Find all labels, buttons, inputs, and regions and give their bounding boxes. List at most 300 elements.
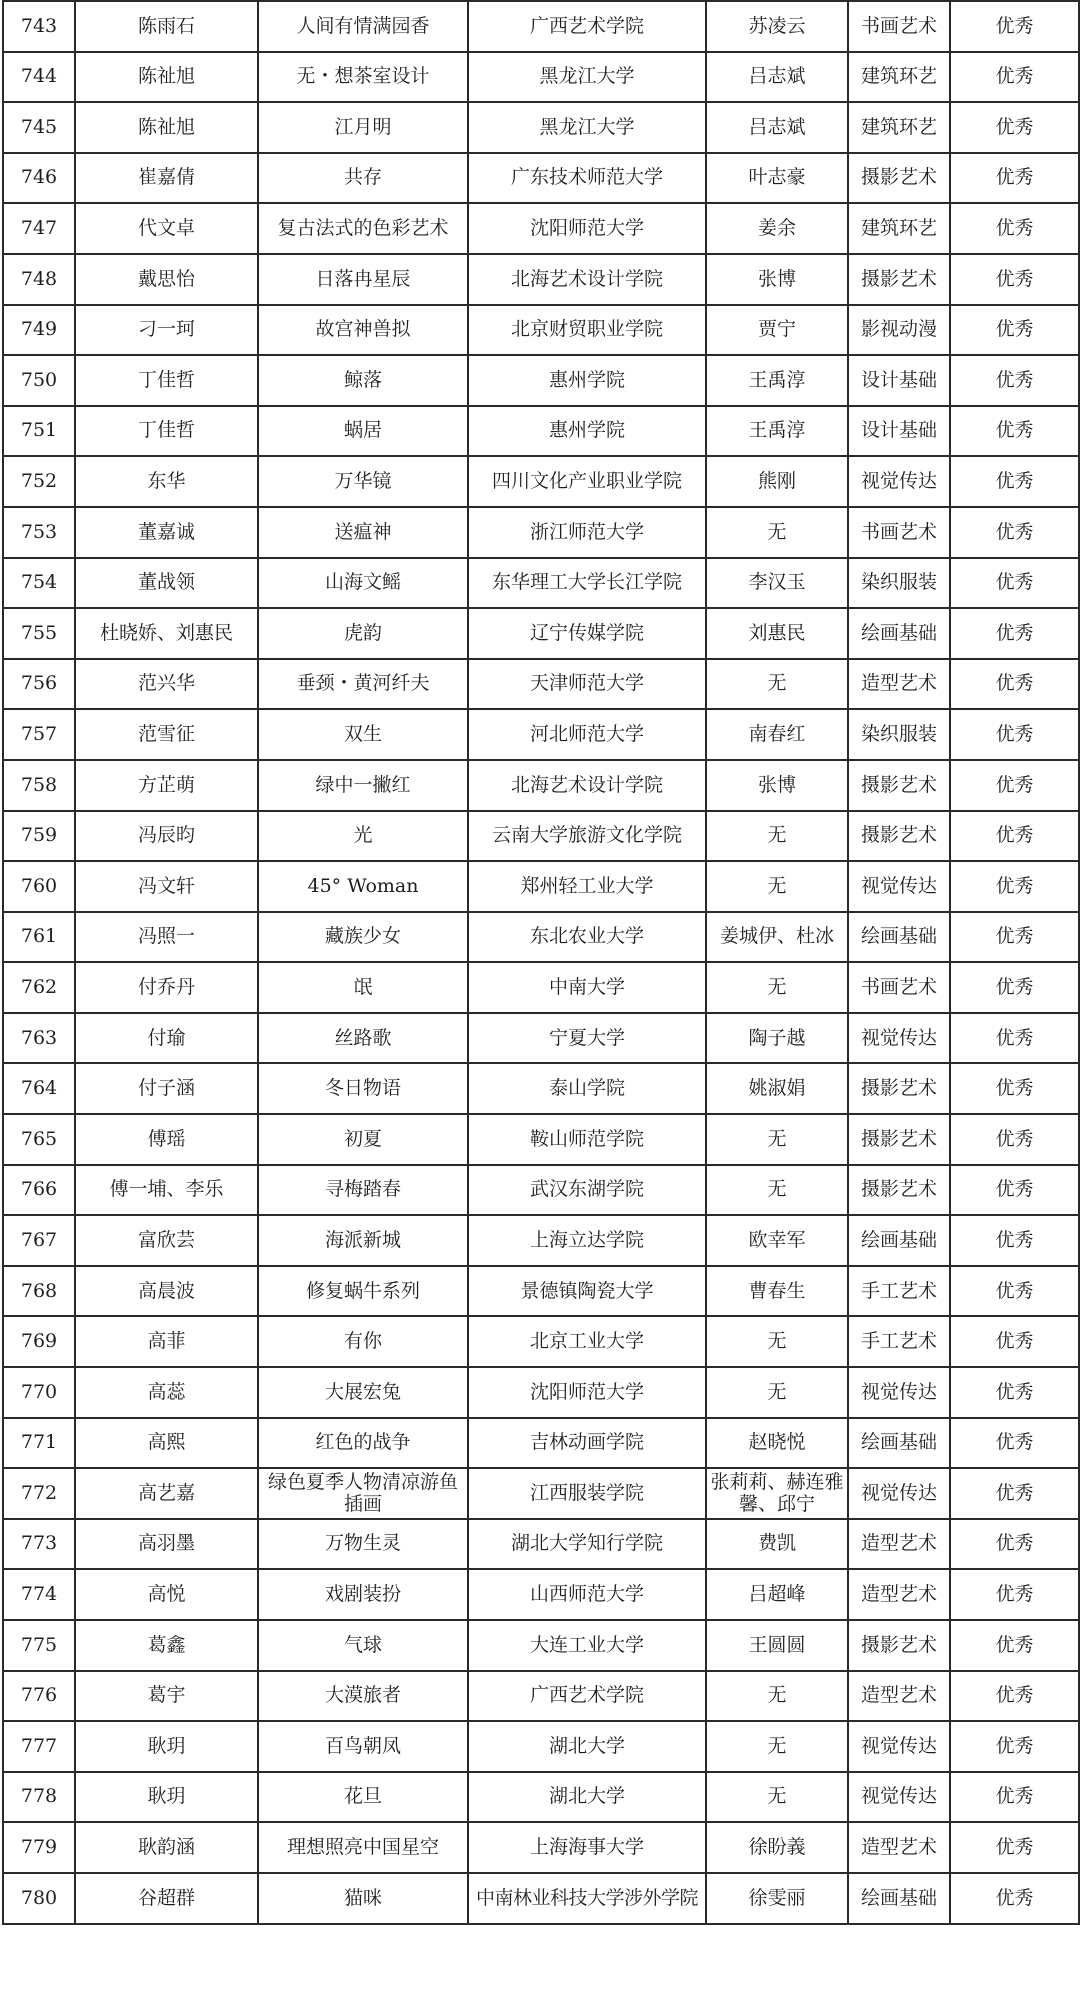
author-name-cell: 戴思怡 [75,254,258,305]
serial-number-cell: 751 [3,406,75,457]
work-title-cell: 大展宏兔 [258,1367,468,1418]
work-title-cell: 红色的战争 [258,1418,468,1469]
tutor-cell: 曹春生 [706,1266,848,1317]
work-title-cell: 故宫神兽拟 [258,305,468,356]
author-name-cell: 耿玥 [75,1772,258,1823]
award-level-cell: 优秀 [950,1721,1079,1772]
school-cell: 辽宁传媒学院 [468,608,706,659]
serial-number-cell: 763 [3,1013,75,1064]
school-cell: 泰山学院 [468,1063,706,1114]
school-cell: 郑州轻工业大学 [468,861,706,912]
work-title-cell: 理想照亮中国星空 [258,1822,468,1873]
category-cell: 视觉传达 [848,1468,950,1519]
school-cell: 广西艺术学院 [468,1671,706,1722]
serial-number-cell: 778 [3,1772,75,1823]
school-cell: 天津师范大学 [468,659,706,710]
author-name-cell: 高羽墨 [75,1519,258,1570]
award-level-cell: 优秀 [950,1519,1079,1570]
school-cell: 宁夏大学 [468,1013,706,1064]
author-name-cell: 方芷萌 [75,760,258,811]
tutor-cell: 无 [706,861,848,912]
serial-number-cell: 776 [3,1671,75,1722]
work-title-cell: 绿色夏季人物清凉游鱼插画 [258,1468,468,1519]
category-cell: 绘画基础 [848,1873,950,1924]
award-level-cell: 优秀 [950,1822,1079,1873]
author-name-cell: 高晨波 [75,1266,258,1317]
school-cell: 广东技术师范大学 [468,153,706,204]
work-title-cell: 藏族少女 [258,912,468,963]
table-row [3,709,1079,760]
work-title-cell: 氓 [258,962,468,1013]
author-name-cell: 杜晓娇、刘惠民 [75,608,258,659]
work-title-cell: 绿中一撇红 [258,760,468,811]
table-row [3,1063,1079,1114]
tutor-cell: 王圆圆 [706,1620,848,1671]
award-level-cell: 优秀 [950,1569,1079,1620]
award-level-cell: 优秀 [950,1367,1079,1418]
tutor-cell: 姜余 [706,203,848,254]
work-title-cell: 冬日物语 [258,1063,468,1114]
school-cell: 惠州学院 [468,355,706,406]
category-cell: 造型艺术 [848,1671,950,1722]
award-level-cell: 优秀 [950,861,1079,912]
table-row [3,1114,1079,1165]
category-cell: 造型艺术 [848,1519,950,1570]
work-title-cell: 修复蜗牛系列 [258,1266,468,1317]
author-name-cell: 陈雨石 [75,1,258,52]
tutor-cell: 吕志斌 [706,102,848,153]
serial-number-cell: 745 [3,102,75,153]
serial-number-cell: 766 [3,1165,75,1216]
tutor-cell: 张博 [706,760,848,811]
award-level-cell: 优秀 [950,1316,1079,1367]
tutor-cell: 王禹淳 [706,355,848,406]
table-row [3,659,1079,710]
school-cell: 景德镇陶瓷大学 [468,1266,706,1317]
author-name-cell: 冯辰昀 [75,811,258,862]
tutor-cell: 李汉玉 [706,558,848,609]
work-title-cell: 有你 [258,1316,468,1367]
serial-number-cell: 746 [3,153,75,204]
award-level-cell: 优秀 [950,254,1079,305]
work-title-cell: 万物生灵 [258,1519,468,1570]
serial-number-cell: 750 [3,355,75,406]
table-row [3,1873,1079,1924]
author-name-cell: 付子涵 [75,1063,258,1114]
tutor-cell: 无 [706,1114,848,1165]
award-level-cell: 优秀 [950,1215,1079,1266]
category-cell: 书画艺术 [848,962,950,1013]
serial-number-cell: 777 [3,1721,75,1772]
serial-number-cell: 762 [3,962,75,1013]
author-name-cell: 陈祉旭 [75,102,258,153]
school-cell: 四川文化产业职业学院 [468,456,706,507]
author-name-cell: 范兴华 [75,659,258,710]
serial-number-cell: 760 [3,861,75,912]
work-title-cell: 虎韵 [258,608,468,659]
table-row [3,203,1079,254]
award-level-cell: 优秀 [950,608,1079,659]
table-row [3,1367,1079,1418]
category-cell: 绘画基础 [848,1215,950,1266]
school-cell: 北海艺术设计学院 [468,254,706,305]
award-level-cell: 优秀 [950,811,1079,862]
tutor-cell: 无 [706,1772,848,1823]
table-row [3,1215,1079,1266]
table-body [3,1,1079,1924]
table-row [3,1519,1079,1570]
work-title-cell: 万华镜 [258,456,468,507]
work-title-cell: 共存 [258,153,468,204]
award-level-cell: 优秀 [950,1418,1079,1469]
school-cell: 东北农业大学 [468,912,706,963]
work-title-cell: 45° Woman [258,861,468,912]
tutor-cell: 陶子越 [706,1013,848,1064]
work-title-cell: 戏剧装扮 [258,1569,468,1620]
category-cell: 绘画基础 [848,1418,950,1469]
work-title-cell: 双生 [258,709,468,760]
school-cell: 黑龙江大学 [468,102,706,153]
table-row [3,1266,1079,1317]
category-cell: 造型艺术 [848,1822,950,1873]
work-title-cell: 日落冉星辰 [258,254,468,305]
school-cell: 沈阳师范大学 [468,203,706,254]
serial-number-cell: 780 [3,1873,75,1924]
author-name-cell: 丁佳哲 [75,406,258,457]
award-level-cell: 优秀 [950,962,1079,1013]
serial-number-cell: 754 [3,558,75,609]
work-title-cell: 无・想茶室设计 [258,52,468,103]
tutor-cell: 熊刚 [706,456,848,507]
award-level-cell: 优秀 [950,1013,1079,1064]
tutor-cell: 无 [706,1165,848,1216]
school-cell: 北海艺术设计学院 [468,760,706,811]
work-title-cell: 光 [258,811,468,862]
school-cell: 大连工业大学 [468,1620,706,1671]
table-row [3,1468,1079,1519]
serial-number-cell: 768 [3,1266,75,1317]
category-cell: 绘画基础 [848,608,950,659]
work-title-cell: 垂颈・黄河纤夫 [258,659,468,710]
category-cell: 建筑环艺 [848,102,950,153]
school-cell: 武汉东湖学院 [468,1165,706,1216]
award-level-cell: 优秀 [950,709,1079,760]
author-name-cell: 谷超群 [75,1873,258,1924]
award-level-cell: 优秀 [950,456,1079,507]
work-title-cell: 百鸟朝凤 [258,1721,468,1772]
table-row [3,1418,1079,1469]
serial-number-cell: 759 [3,811,75,862]
serial-number-cell: 758 [3,760,75,811]
school-cell: 江西服装学院 [468,1468,706,1519]
category-cell: 书画艺术 [848,507,950,558]
school-cell: 上海海事大学 [468,1822,706,1873]
table-row [3,1316,1079,1367]
tutor-cell: 欧幸军 [706,1215,848,1266]
tutor-cell: 刘惠民 [706,608,848,659]
award-level-cell: 优秀 [950,1772,1079,1823]
work-title-cell: 丝路歌 [258,1013,468,1064]
award-level-cell: 优秀 [950,558,1079,609]
school-cell: 鞍山师范学院 [468,1114,706,1165]
table-row [3,1569,1079,1620]
author-name-cell: 东华 [75,456,258,507]
award-level-cell: 优秀 [950,1114,1079,1165]
category-cell: 摄影艺术 [848,1114,950,1165]
school-cell: 云南大学旅游文化学院 [468,811,706,862]
table-row [3,52,1079,103]
serial-number-cell: 761 [3,912,75,963]
table-row [3,102,1079,153]
table-row [3,1013,1079,1064]
category-cell: 视觉传达 [848,456,950,507]
table-row [3,1620,1079,1671]
table-row [3,811,1079,862]
author-name-cell: 付乔丹 [75,962,258,1013]
serial-number-cell: 752 [3,456,75,507]
author-name-cell: 陈祉旭 [75,52,258,103]
award-level-cell: 优秀 [950,1,1079,52]
serial-number-cell: 747 [3,203,75,254]
table-row [3,912,1079,963]
category-cell: 影视动漫 [848,305,950,356]
table-row [3,1721,1079,1772]
serial-number-cell: 744 [3,52,75,103]
table-row [3,254,1079,305]
author-name-cell: 范雪征 [75,709,258,760]
serial-number-cell: 779 [3,1822,75,1873]
tutor-cell: 无 [706,1671,848,1722]
author-name-cell: 丁佳哲 [75,355,258,406]
work-title-cell: 送瘟神 [258,507,468,558]
school-cell: 浙江师范大学 [468,507,706,558]
tutor-cell: 张博 [706,254,848,305]
author-name-cell: 高熙 [75,1418,258,1469]
category-cell: 染织服装 [848,709,950,760]
award-level-cell: 优秀 [950,406,1079,457]
school-cell: 河北师范大学 [468,709,706,760]
serial-number-cell: 774 [3,1569,75,1620]
table-row [3,355,1079,406]
tutor-cell: 姜城伊、杜冰 [706,912,848,963]
award-list-table [2,0,1080,1925]
category-cell: 视觉传达 [848,1721,950,1772]
serial-number-cell: 765 [3,1114,75,1165]
category-cell: 绘画基础 [848,912,950,963]
school-cell: 沈阳师范大学 [468,1367,706,1418]
table-row [3,608,1079,659]
tutor-cell: 张莉莉、赫连雅馨、邱宁 [706,1468,848,1519]
author-name-cell: 葛宇 [75,1671,258,1722]
author-name-cell: 耿玥 [75,1721,258,1772]
work-title-cell: 海派新城 [258,1215,468,1266]
category-cell: 视觉传达 [848,1367,950,1418]
tutor-cell: 无 [706,659,848,710]
tutor-cell: 赵晓悦 [706,1418,848,1469]
work-title-cell: 猫咪 [258,1873,468,1924]
school-cell: 黑龙江大学 [468,52,706,103]
tutor-cell: 叶志豪 [706,153,848,204]
author-name-cell: 耿韵涵 [75,1822,258,1873]
tutor-cell: 苏凌云 [706,1,848,52]
award-level-cell: 优秀 [950,153,1079,204]
serial-number-cell: 767 [3,1215,75,1266]
serial-number-cell: 755 [3,608,75,659]
tutor-cell: 吕志斌 [706,52,848,103]
serial-number-cell: 743 [3,1,75,52]
table-row [3,507,1079,558]
tutor-cell: 无 [706,811,848,862]
school-cell: 北京工业大学 [468,1316,706,1367]
serial-number-cell: 773 [3,1519,75,1570]
award-level-cell: 优秀 [950,760,1079,811]
author-name-cell: 代文卓 [75,203,258,254]
serial-number-cell: 748 [3,254,75,305]
work-title-cell: 初夏 [258,1114,468,1165]
category-cell: 摄影艺术 [848,153,950,204]
category-cell: 摄影艺术 [848,760,950,811]
work-title-cell: 花旦 [258,1772,468,1823]
award-level-cell: 优秀 [950,1266,1079,1317]
table-row [3,406,1079,457]
school-cell: 中南林业科技大学涉外学院 [468,1873,706,1924]
tutor-cell: 费凯 [706,1519,848,1570]
author-name-cell: 崔嘉倩 [75,153,258,204]
school-cell: 湖北大学 [468,1721,706,1772]
serial-number-cell: 757 [3,709,75,760]
award-level-cell: 优秀 [950,203,1079,254]
author-name-cell: 董战领 [75,558,258,609]
tutor-cell: 无 [706,962,848,1013]
author-name-cell: 傅一埔、李乐 [75,1165,258,1216]
work-title-cell: 鲸落 [258,355,468,406]
school-cell: 吉林动画学院 [468,1418,706,1469]
category-cell: 摄影艺术 [848,1165,950,1216]
category-cell: 摄影艺术 [848,254,950,305]
school-cell: 湖北大学 [468,1772,706,1823]
table-row [3,456,1079,507]
award-level-cell: 优秀 [950,1165,1079,1216]
author-name-cell: 高艺嘉 [75,1468,258,1519]
category-cell: 设计基础 [848,406,950,457]
tutor-cell: 贾宁 [706,305,848,356]
category-cell: 造型艺术 [848,659,950,710]
award-level-cell: 优秀 [950,1620,1079,1671]
table-row [3,1822,1079,1873]
table-row [3,558,1079,609]
serial-number-cell: 749 [3,305,75,356]
author-name-cell: 董嘉诚 [75,507,258,558]
author-name-cell: 高菲 [75,1316,258,1367]
school-cell: 广西艺术学院 [468,1,706,52]
table-row [3,305,1079,356]
award-level-cell: 优秀 [950,305,1079,356]
serial-number-cell: 756 [3,659,75,710]
serial-number-cell: 771 [3,1418,75,1469]
serial-number-cell: 769 [3,1316,75,1367]
school-cell: 北京财贸职业学院 [468,305,706,356]
school-cell: 湖北大学知行学院 [468,1519,706,1570]
table-row [3,1671,1079,1722]
serial-number-cell: 775 [3,1620,75,1671]
author-name-cell: 冯文轩 [75,861,258,912]
category-cell: 视觉传达 [848,861,950,912]
tutor-cell: 无 [706,507,848,558]
author-name-cell: 付瑜 [75,1013,258,1064]
tutor-cell: 徐雯丽 [706,1873,848,1924]
award-level-cell: 优秀 [950,1063,1079,1114]
serial-number-cell: 770 [3,1367,75,1418]
tutor-cell: 徐盼義 [706,1822,848,1873]
category-cell: 手工艺术 [848,1266,950,1317]
award-level-cell: 优秀 [950,659,1079,710]
category-cell: 摄影艺术 [848,1063,950,1114]
school-cell: 山西师范大学 [468,1569,706,1620]
work-title-cell: 复古法式的色彩艺术 [258,203,468,254]
author-name-cell: 高蕊 [75,1367,258,1418]
tutor-cell: 吕超峰 [706,1569,848,1620]
award-level-cell: 优秀 [950,355,1079,406]
author-name-cell: 高悦 [75,1569,258,1620]
category-cell: 造型艺术 [848,1569,950,1620]
author-name-cell: 葛鑫 [75,1620,258,1671]
award-level-cell: 优秀 [950,507,1079,558]
tutor-cell: 无 [706,1316,848,1367]
work-title-cell: 蜗居 [258,406,468,457]
tutor-cell: 南春红 [706,709,848,760]
tutor-cell: 姚淑娟 [706,1063,848,1114]
school-cell: 东华理工大学长江学院 [468,558,706,609]
category-cell: 建筑环艺 [848,52,950,103]
category-cell: 书画艺术 [848,1,950,52]
category-cell: 建筑环艺 [848,203,950,254]
work-title-cell: 人间有情满园香 [258,1,468,52]
school-cell: 上海立达学院 [468,1215,706,1266]
table-row [3,1772,1079,1823]
tutor-cell: 王禹淳 [706,406,848,457]
category-cell: 染织服装 [848,558,950,609]
table-row [3,153,1079,204]
author-name-cell: 富欣芸 [75,1215,258,1266]
category-cell: 设计基础 [848,355,950,406]
award-level-cell: 优秀 [950,1671,1079,1722]
serial-number-cell: 753 [3,507,75,558]
award-level-cell: 优秀 [950,52,1079,103]
tutor-cell: 无 [706,1721,848,1772]
category-cell: 手工艺术 [848,1316,950,1367]
author-name-cell: 傅瑶 [75,1114,258,1165]
table-row [3,1,1079,52]
category-cell: 视觉传达 [848,1772,950,1823]
author-name-cell: 冯照一 [75,912,258,963]
award-level-cell: 优秀 [950,102,1079,153]
category-cell: 摄影艺术 [848,1620,950,1671]
work-title-cell: 大漠旅者 [258,1671,468,1722]
category-cell: 摄影艺术 [848,811,950,862]
table-row [3,861,1079,912]
work-title-cell: 江月明 [258,102,468,153]
serial-number-cell: 764 [3,1063,75,1114]
table-row [3,962,1079,1013]
table-row [3,1165,1079,1216]
table-row [3,760,1079,811]
school-cell: 惠州学院 [468,406,706,457]
serial-number-cell: 772 [3,1468,75,1519]
award-level-cell: 优秀 [950,1873,1079,1924]
work-title-cell: 寻梅踏春 [258,1165,468,1216]
category-cell: 视觉传达 [848,1013,950,1064]
award-level-cell: 优秀 [950,912,1079,963]
